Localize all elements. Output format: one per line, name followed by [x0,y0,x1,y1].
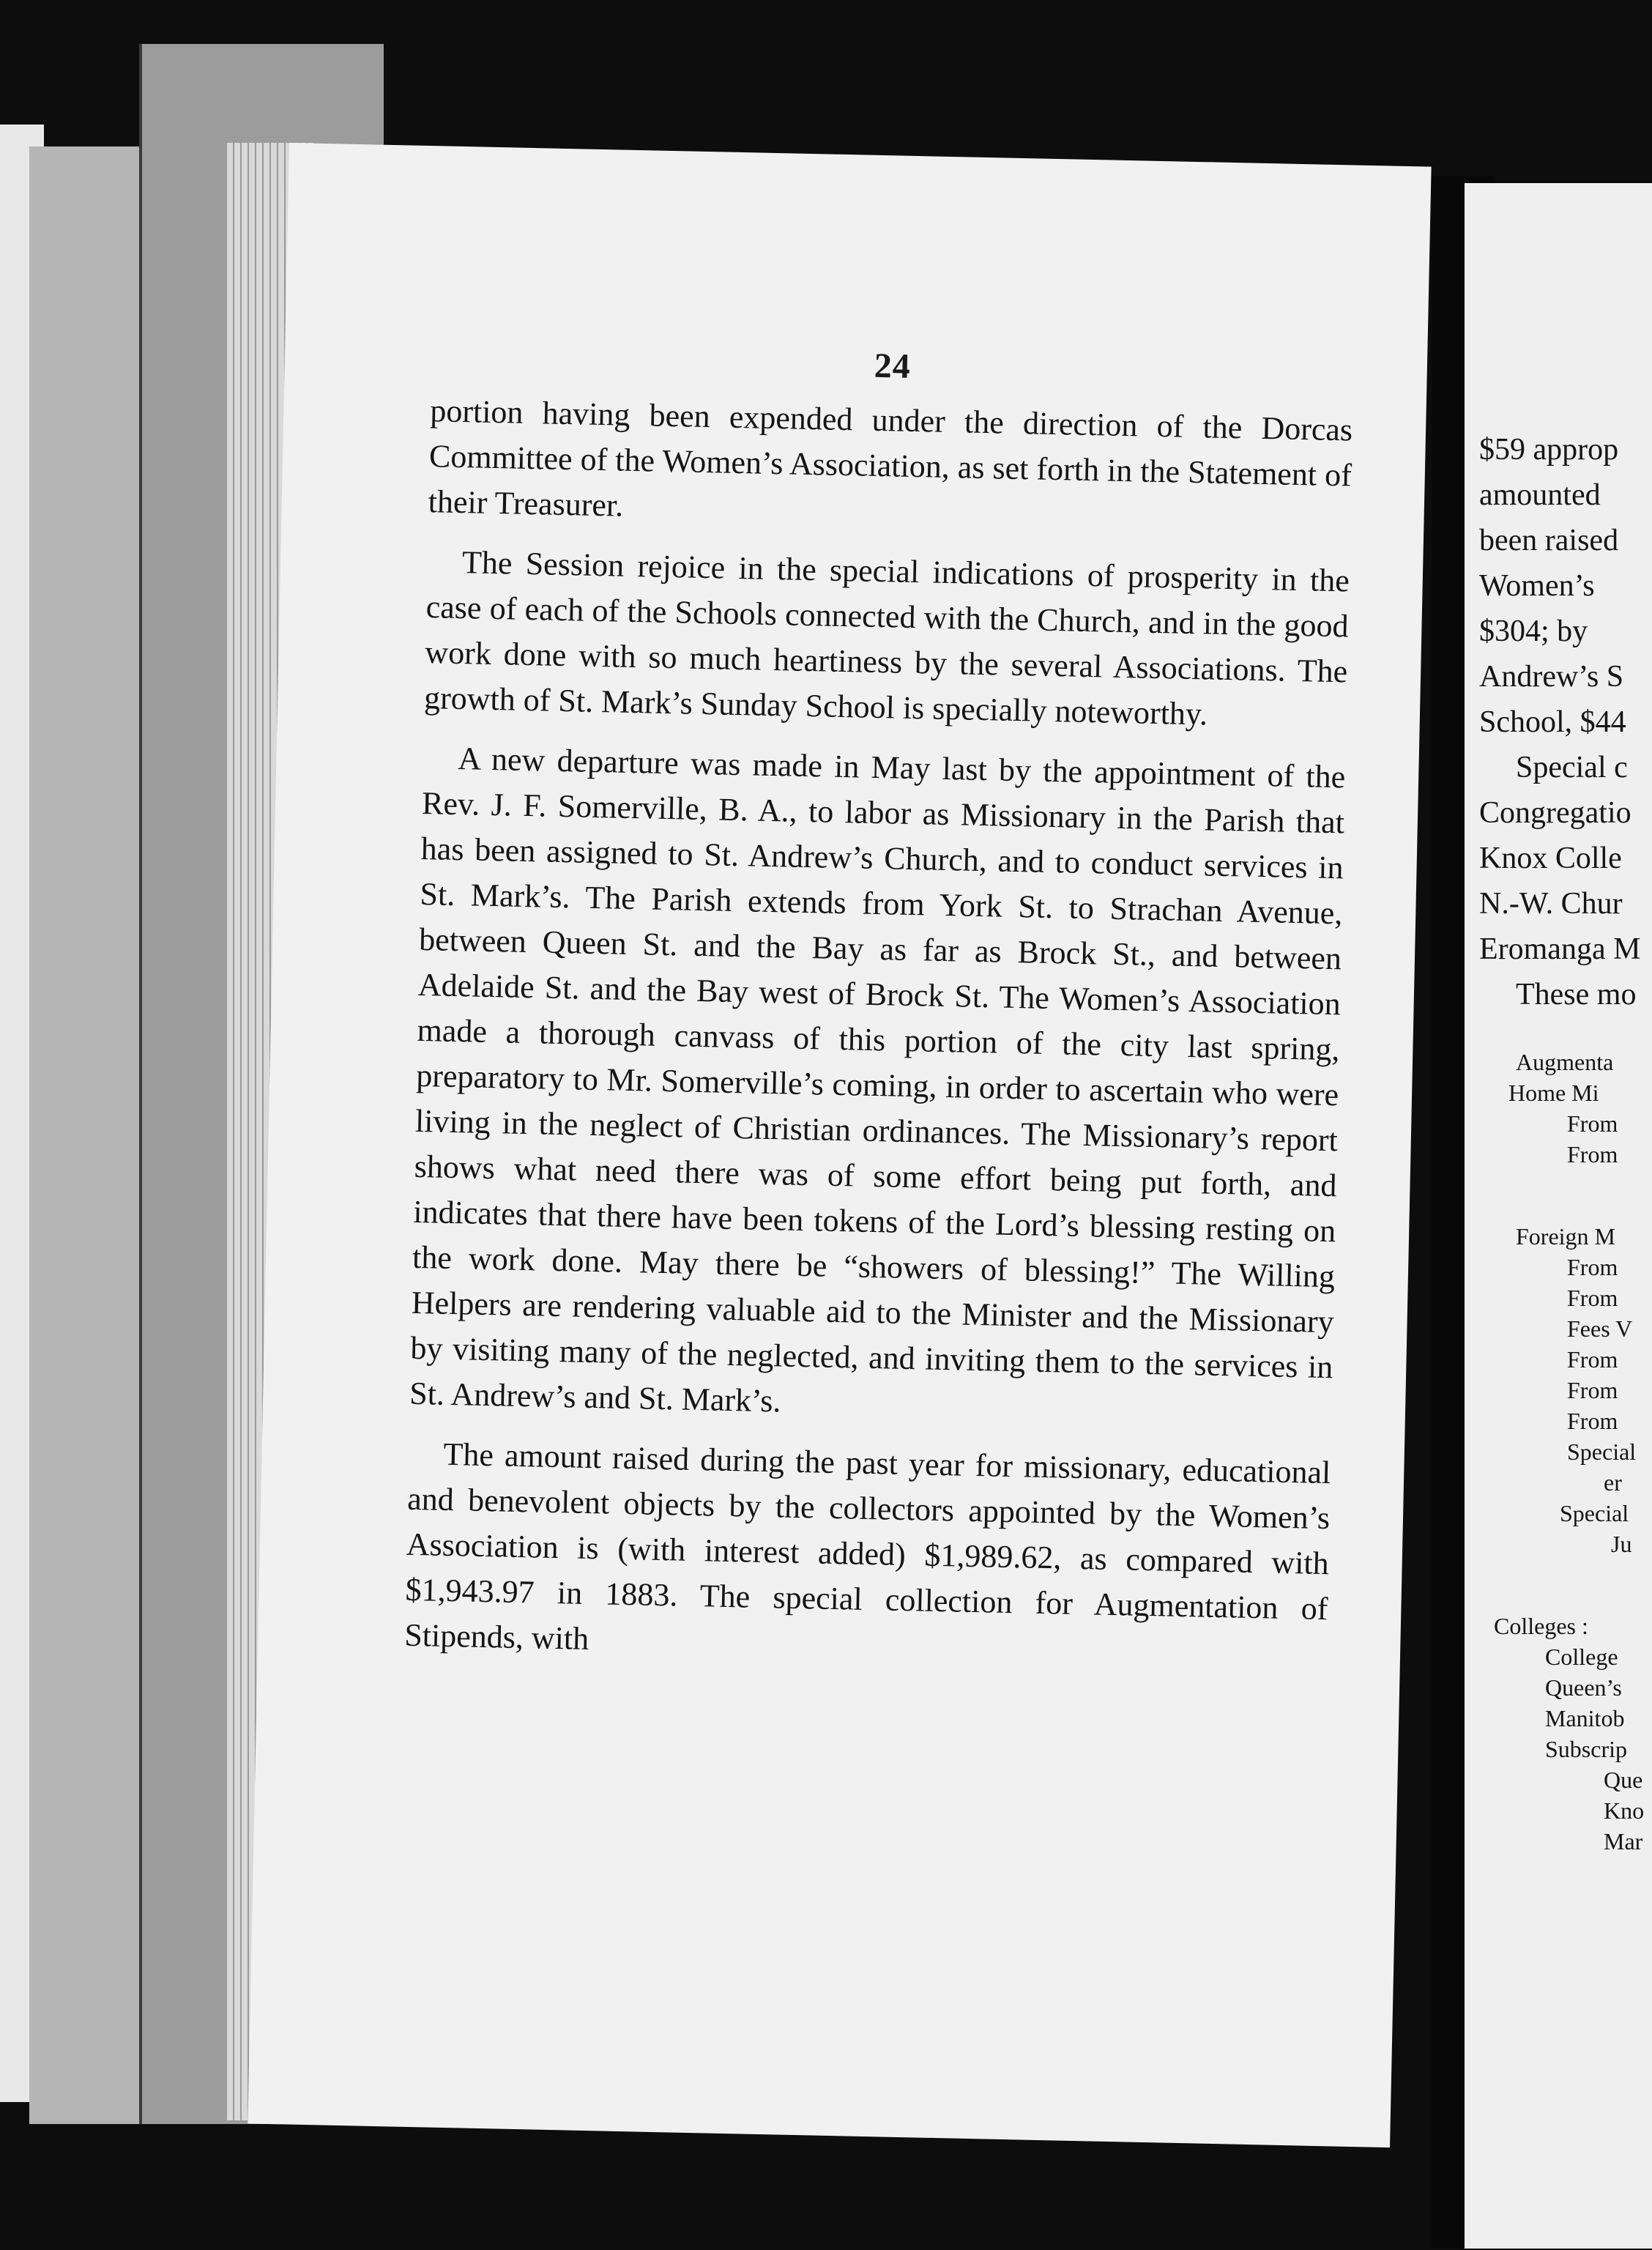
facing-small-line: Ju [1611,1531,1632,1557]
left-page [248,143,1431,2147]
facing-small-line: Colleges : [1494,1613,1588,1639]
facing-small-line: Subscrip [1545,1736,1627,1762]
facing-small-line: Queen’s [1545,1674,1622,1701]
facing-line: amounted [1479,478,1601,512]
page-number: 24 [874,346,912,386]
facing-line: Women’s [1479,569,1595,603]
facing-small-line: Manitob [1545,1705,1625,1731]
facing-small-line: From [1567,1408,1618,1434]
facing-small-line: Foreign M [1516,1223,1615,1250]
facing-small-line: From [1567,1346,1618,1373]
facing-line: $59 approp [1479,433,1619,467]
facing-line: N.-W. Chur [1479,887,1623,921]
facing-small-line: Special [1567,1438,1637,1465]
page-text-block [403,336,1354,1692]
facing-small-line: Kno [1604,1797,1645,1824]
facing-line: School, $44 [1479,705,1626,739]
facing-small-line: Fees V [1567,1315,1633,1342]
paragraph-2: The Session rejoice in the special indications of prosperity in the case of each of the Schools connected with the Church, and in the good work done with so much heartiness by the several Associations. The growth of St. Mark’s Sunday School is specially noteworthy. [423,544,1350,732]
facing-line: Congregatio [1479,796,1631,830]
facing-small-line: Mar [1604,1828,1643,1854]
facing-line: been raised [1479,524,1619,557]
facing-small-line: From [1567,1110,1618,1137]
facing-small-line: er [1604,1469,1622,1496]
facing-small-line: From [1567,1141,1618,1167]
facing-page [1465,183,1652,2249]
facing-small-line: From [1567,1285,1618,1311]
paragraph-1: portion having been expended under the direction of the Dorcas Committee of the Women’s Association, as set forth in the Statement of their Treasurer. [428,393,1353,524]
facing-small-line: Augmenta [1516,1049,1614,1075]
facing-small-line: From [1567,1254,1618,1280]
facing-small-line: Special [1560,1500,1629,1526]
facing-small-line: From [1567,1377,1618,1403]
facing-line: Knox Colle [1479,842,1622,875]
facing-small-line: Que [1604,1767,1643,1793]
paragraph-4: The amount raised during the past year for missionary, educational and benevolent objects by the collectors appointed by the Women’s Association is (with interest added) $1,989.62, as compared with $1,943.97 in 1883. The special collection for Augmentation of Stipends, with [403,1436,1331,1657]
facing-line: Eromanga M [1479,932,1641,966]
facing-line: $304; by [1479,615,1588,648]
facing-small-line: College [1545,1644,1618,1670]
facing-small-line: Home Mi [1508,1080,1599,1106]
facing-line: Special c [1516,751,1628,784]
facing-line: These mo [1516,978,1637,1011]
facing-line: Andrew’s S [1479,660,1624,694]
paragraph-3: A new departure was made in May last by the appointment of the Rev. J. F. Somerville, B. A., to labor as Missionary in the Parish that has been assigned to St. Andrew’s Church, and to conduct services in St. Mark’s. The Parish extends from York St. to Strachan Avenue, between Queen St. and the Bay as far as Brock St., and between Adelaide St. and the Bay west of Brock St. The Women’s Association made a thorough canvass of this portion of the city last spring, preparatory to Mr. Somerville’s coming, in order to ascertain who were living in the neglect of Christian ordinances. The Missionary’s report shows what need there was of some effort being put forth, and indicates that there have been tokens of the Lord’s blessing resting on the work done. May there be “showers of blessing!” The Willing Helpers are rendering valuable aid to the Minister and the Missionary by visiting many of the neglected, and inviting them to the services in St. Andrew’s and St. Mark’s. [409,740,1346,1419]
